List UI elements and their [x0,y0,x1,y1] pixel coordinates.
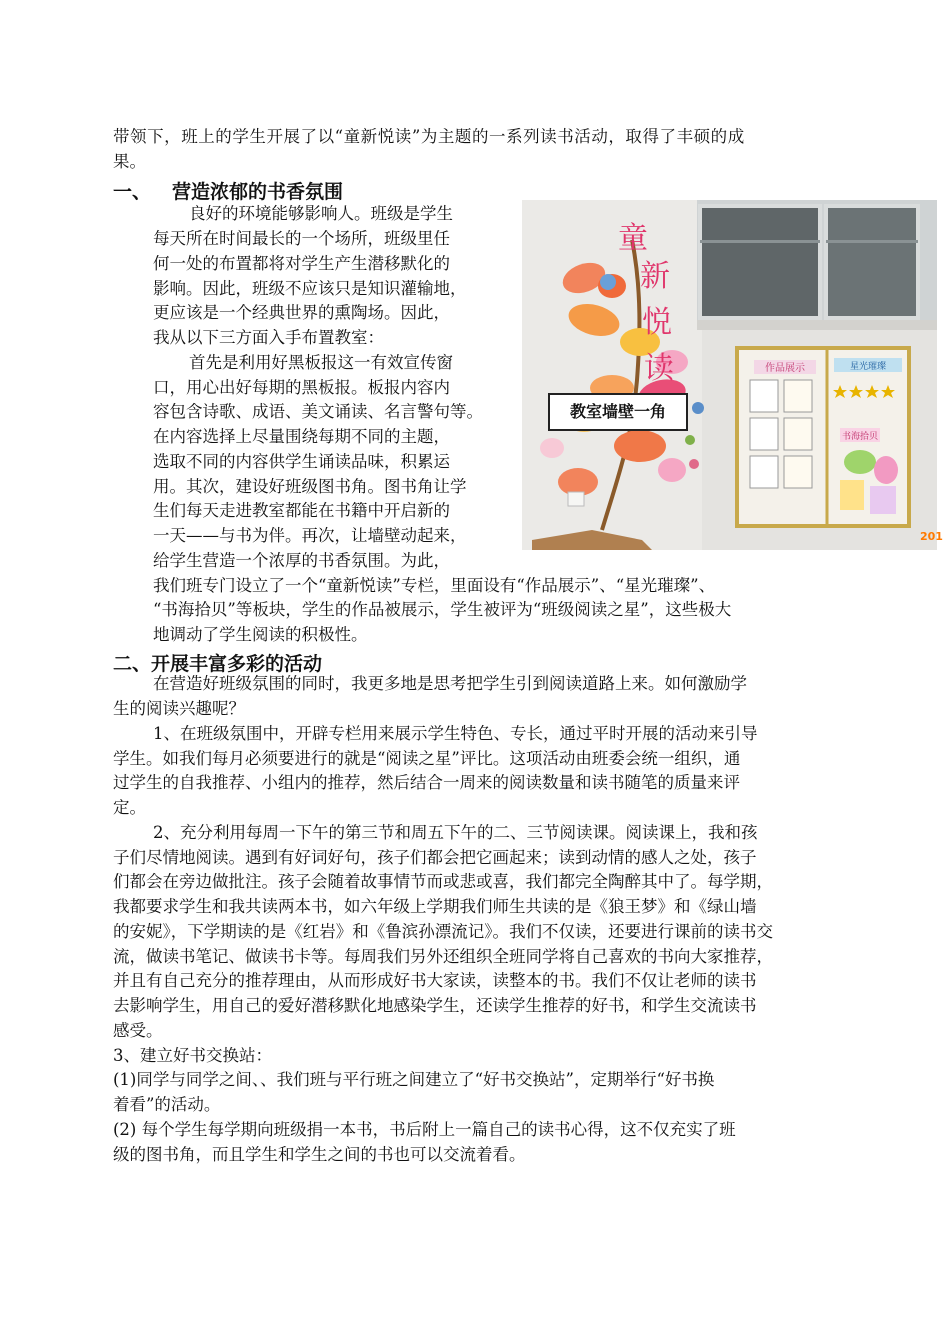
section1-line: 首先是利用好黑板报这一有效宣传窗 [189,353,453,372]
section2-line: 定。 [113,798,146,817]
section2-line: (2) 每个学生每学期向班级捐一本书，书后附上一篇自己的读书心得，这不仅充实了班 [113,1120,736,1139]
section2-title: 二、开展丰富多彩的活动 [113,653,323,675]
section2-line: 级的图书角，而且学生和学生之间的书也可以交流着看。 [113,1145,526,1164]
section2-line: 们都会在旁边做批注。孩子会随着故事情节而或悲或喜，我们都完全陶醉其中了。每学期， [113,872,773,891]
section1-line: 选取不同的内容供学生诵读品味，积累运 [153,452,450,471]
section2-line: 生的阅读兴趣呢？ [113,699,245,718]
intro-line-2: 果。 [113,152,146,171]
intro-line-1: 带领下，班上的学生开展了以“童新悦读”为主题的一系列读书活动，取得了丰硕的成 [113,127,745,146]
section1-full-line: 我们班专门设立了一个“童新悦读”专栏，里面设有“作品展示”、“星光璀璨”、 [153,576,716,595]
board-label-books: 书海拾贝 [841,432,879,442]
section1-line: 每天所在时间最长的一个场所，班级里任 [153,229,450,248]
section1-title: 营造浓郁的书香氛围 [172,181,344,203]
section1-number: 一、 [113,181,152,203]
section2-line: 2、充分利用每周一下午的第三节和周五下午的二、三节阅读课。阅读课上，我和孩 [153,823,758,842]
section1-line: 口，用心出好每期的黑板报。板报内容内 [153,378,450,397]
section2-line: 1、在班级氛围中，开辟专栏用来展示学生特色、专长，通过平时开展的活动来引导 [153,724,758,743]
section1-full-line: 地调动了学生阅读的积极性。 [153,625,368,644]
section2-line: 的安妮》，下学期读的是《红岩》和《鲁滨孙漂流记》。我们不仅读，还要进行课前的读书交 [113,922,773,941]
wall-title-char: 读 [644,351,674,386]
section2-line: 过学生的自我推荐、小组内的推荐，然后结合一周来的阅读数量和读书随笔的质量来评 [113,773,740,792]
board-label-stars: 星光璀璨 [849,362,887,372]
section1-line: 给学生营造一个浓厚的书香氛围。为此， [153,551,450,570]
section2-line: 着看”的活动。 [113,1095,221,1114]
section2-line: 学生。如我们每月必须要进行的就是“阅读之星”评比。这项活动由班委会统一组织，通 [113,749,741,768]
board-label-works: 作品展示 [765,363,805,374]
wall-title-char: 悦 [642,305,672,340]
section1-line: 在内容选择上尽量围绕每期不同的主题， [153,427,450,446]
section2-line: 3、建立好书交换站： [113,1046,272,1065]
section2-line: 流，做读书笔记、做读书卡等。每周我们另外还组织全班同学将自己喜欢的书向大家推荐， [113,947,773,966]
section1-line: 容包含诗歌、成语、美文诵读、名言警句等。 [153,402,483,421]
wall-title-char: 童 [618,221,648,256]
section1-line: 一天——与书为伴。再次，让墙壁动起来， [153,526,467,545]
section1-full-line: “书海拾贝”等板块，学生的作品被展示，学生被评为“班级阅读之星”，这些极大 [153,600,732,619]
section2-line: 并且有自己充分的推荐理由，从而形成好书大家读，读整本的书。我们不仅让老师的读书 [113,971,757,990]
section2-line: 感受。 [113,1021,163,1040]
section1-line: 生们每天走进教室都能在书籍中开启新的 [153,501,450,520]
section2-line: 去影响学生，用自己的爱好潜移默化地感染学生，还读学生推荐的好书，和学生交流读书 [113,996,757,1015]
section1-line: 影响。因此，班级不应该只是知识灌输地， [153,279,467,298]
section1-line: 用。其次，建设好班级图书角。图书角让学 [153,477,467,496]
section2-line: 子们尽情地阅读。遇到有好词好句，孩子们都会把它画起来；读到动情的感人之处，孩子 [113,848,757,867]
photo-caption: 教室墙壁一角 [548,393,688,431]
section1-line: 何一处的布置都将对学生产生潜移默化的 [153,254,450,273]
section1-line: 我从以下三方面入手布置教室： [153,328,384,347]
wall-title-char: 新 [640,259,670,294]
section1-line: 更应该是一个经典世界的熏陶场。因此， [153,303,450,322]
section2-line: 在营造好班级氛围的同时，我更多地是思考把学生引到阅读道路上来。如何激励学 [153,674,747,693]
section1-line: 良好的环境能够影响人。班级是学生 [189,204,453,223]
section2-line: (1)同学与同学之间、、我们班与平行班之间建立了“好书交换站”，定期举行“好书换 [113,1070,715,1089]
classroom-wall-photo [522,200,943,550]
photo-timestamp: 201 [920,530,943,543]
section2-line: 我都要求学生和我共读两本书，如六年级上学期我们师生共读的是《狼王梦》和《绿山墙 [113,897,757,916]
